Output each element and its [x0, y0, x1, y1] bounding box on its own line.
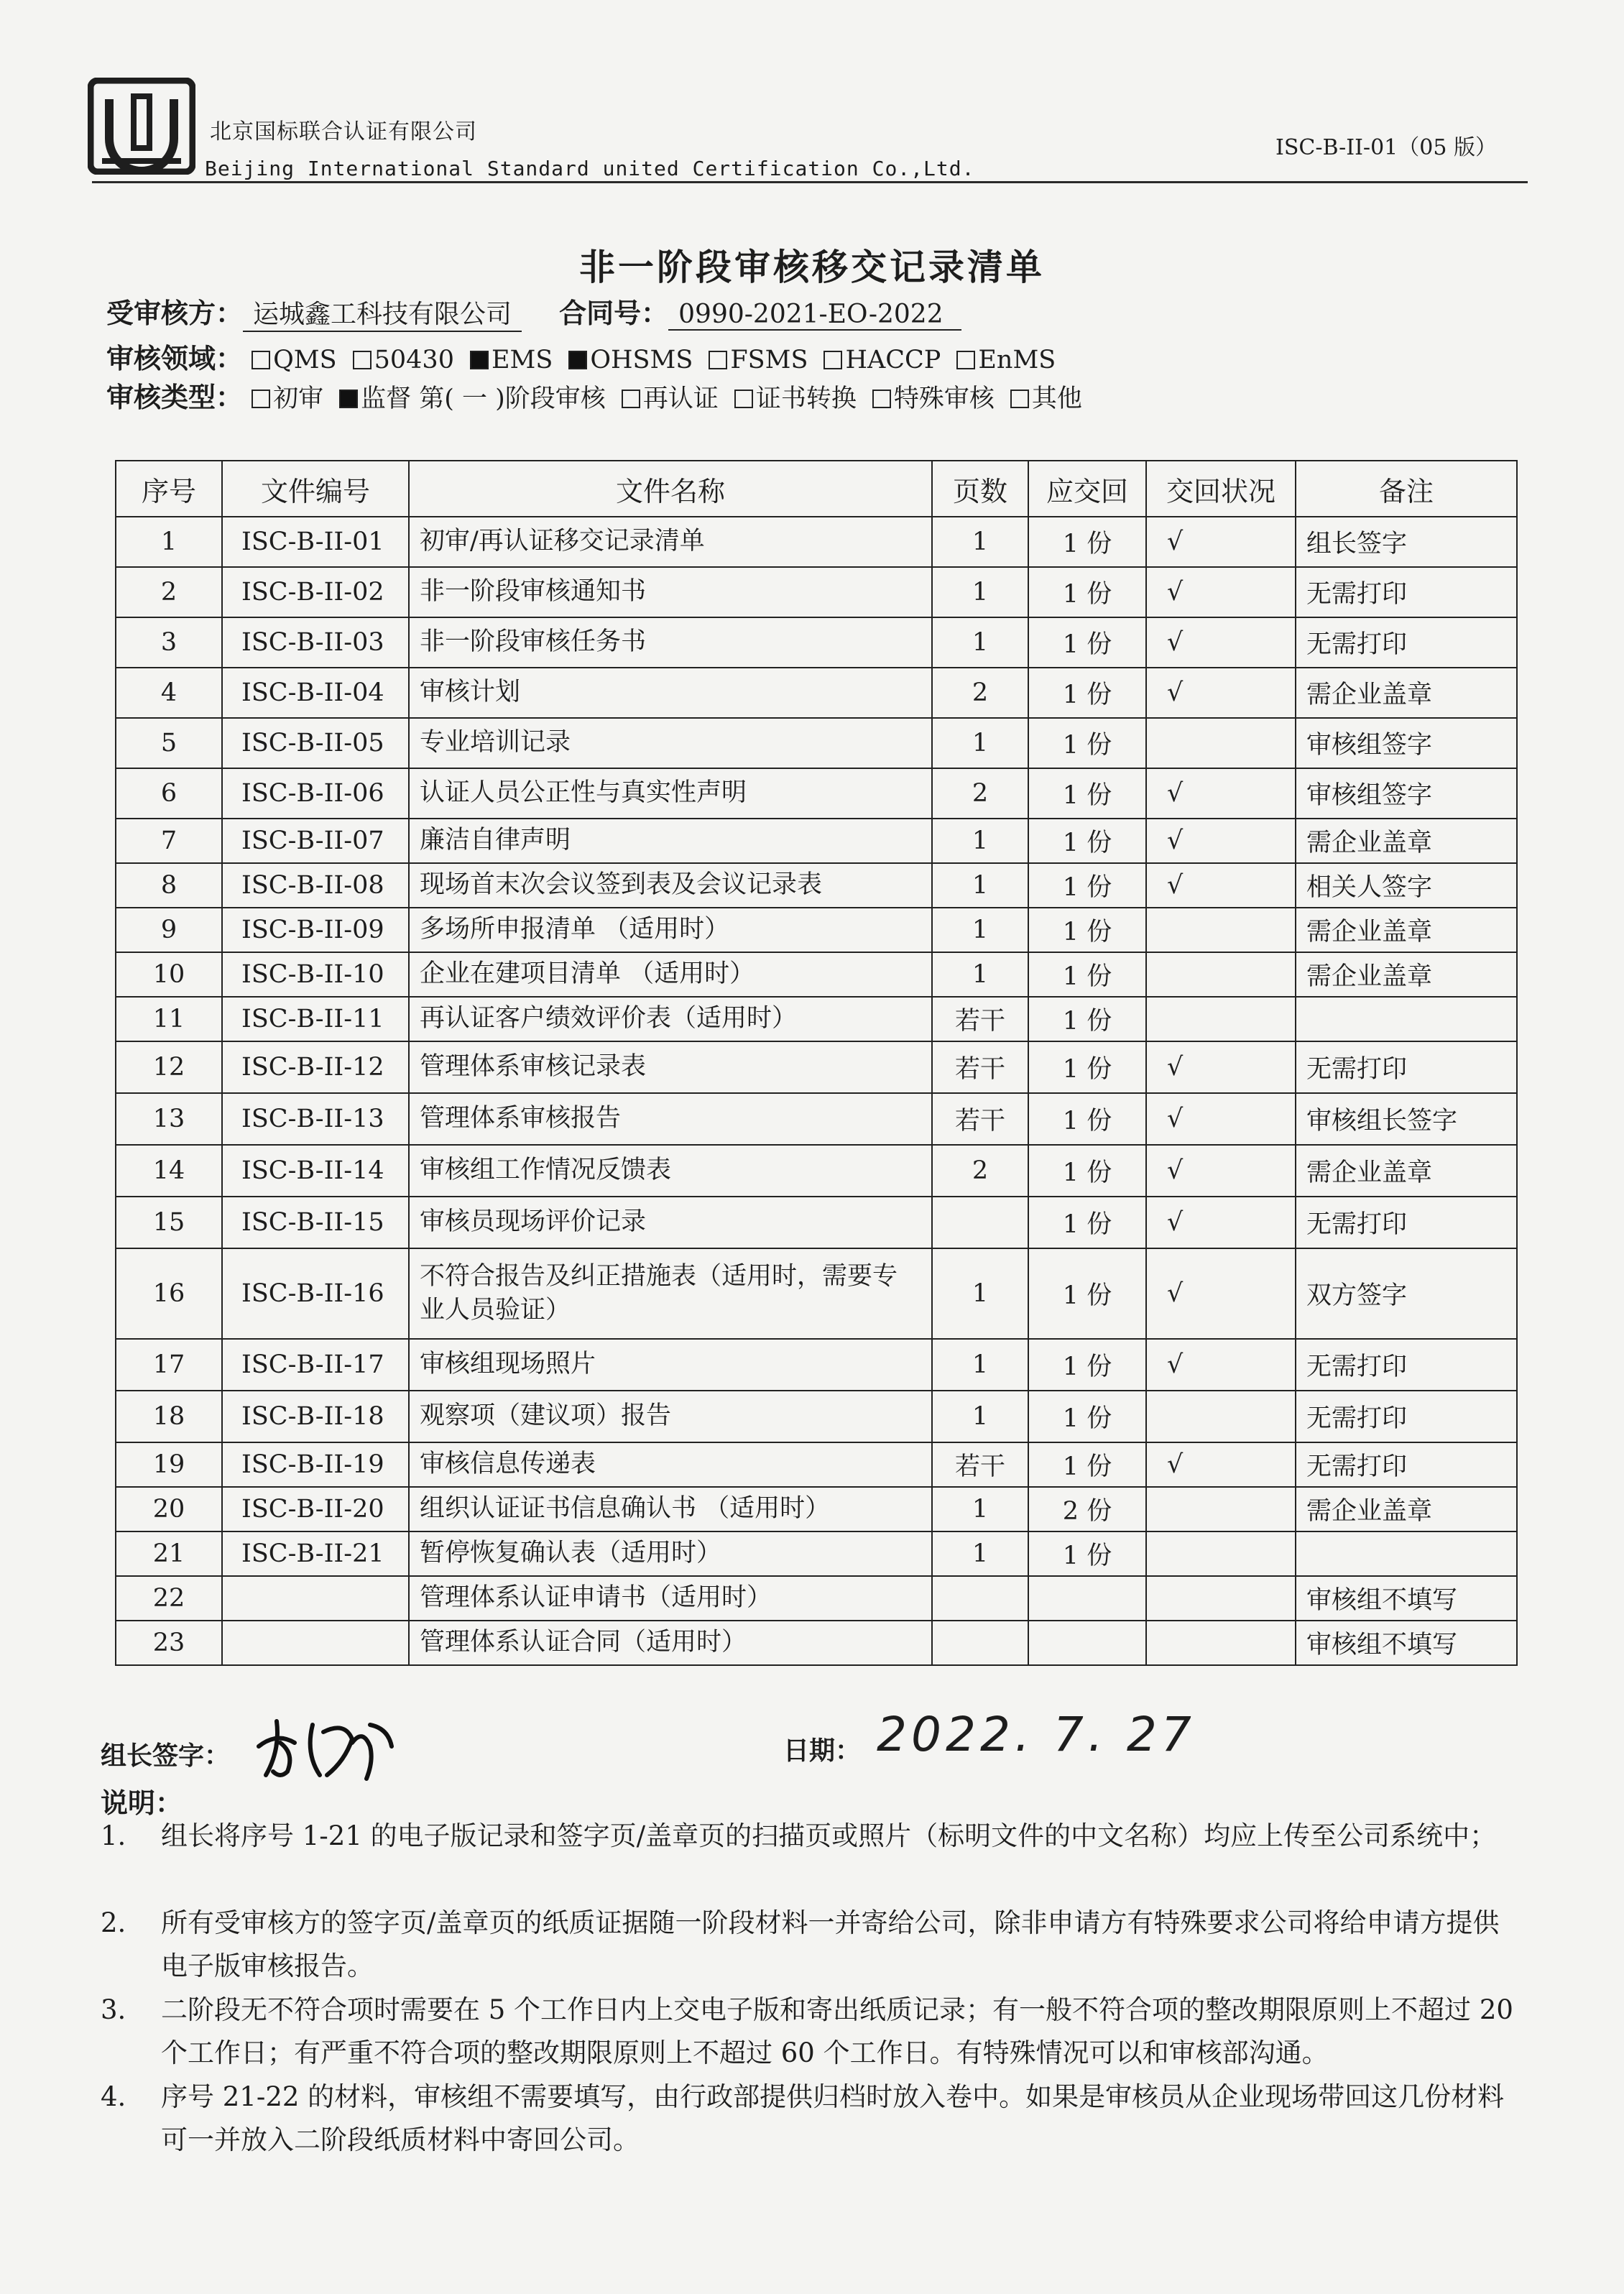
due-cell: 1 份 [1028, 567, 1146, 617]
doc-code-cell [222, 1621, 409, 1665]
audit-type-option-label: 初审 [273, 384, 324, 413]
seq-cell: 10 [116, 952, 222, 997]
doc-name-cell: 管理体系审核记录表 [409, 1041, 932, 1093]
return-status-cell: √ [1146, 819, 1296, 863]
due-cell: 1 份 [1028, 768, 1146, 819]
page-title: 非一阶段审核移交记录清单 [579, 246, 1045, 288]
table-row [116, 517, 1517, 567]
doc-code-cell: ISC-B-II-03 [222, 617, 409, 668]
remarks-cell: 需企业盖章 [1296, 908, 1517, 952]
doc-name-cell: 审核组现场照片 [409, 1339, 932, 1391]
pages-cell: 若干 [932, 1041, 1028, 1093]
client-label: 受审核方： [106, 297, 244, 329]
doc-name-cell: 暂停恢复确认表（适用时） [409, 1531, 932, 1576]
table-row [116, 1145, 1517, 1197]
contract-label: 合同号： [559, 297, 669, 329]
audit-field-label: 审核领域： [106, 342, 244, 374]
remarks-cell: 需企业盖章 [1296, 952, 1517, 997]
pages-cell: 2 [932, 768, 1028, 819]
seq-cell: 9 [116, 908, 222, 952]
return-status-cell: √ [1146, 1093, 1296, 1145]
audit-type-label: 审核类型： [106, 381, 244, 413]
checked-box-icon[interactable] [339, 390, 358, 408]
return-status-cell: √ [1146, 1442, 1296, 1487]
audit-field-option-label: EnMS [978, 346, 1056, 374]
audit-field-line [106, 336, 1071, 376]
return-status-cell [1146, 908, 1296, 952]
doc-code-cell: ISC-B-II-13 [222, 1093, 409, 1145]
doc-code-cell: ISC-B-II-19 [222, 1442, 409, 1487]
table-row [116, 997, 1517, 1041]
remarks-cell: 无需打印 [1296, 567, 1517, 617]
audit-type-line [106, 375, 1098, 415]
pages-cell: 1 [932, 1248, 1028, 1339]
doc-name-cell: 企业在建项目清单 （适用时） [409, 952, 932, 997]
due-cell: 1 份 [1028, 517, 1146, 567]
doc-name-cell: 管理体系审核报告 [409, 1093, 932, 1145]
return-status-cell [1146, 1487, 1296, 1531]
unchecked-box-icon[interactable] [353, 351, 372, 369]
remarks-cell: 无需打印 [1296, 1197, 1517, 1248]
doc-name-cell: 非一阶段审核任务书 [409, 617, 932, 668]
remarks-cell: 审核组不填写 [1296, 1621, 1517, 1665]
audit-type-option[interactable] [339, 384, 606, 413]
due-cell: 1 份 [1028, 863, 1146, 908]
return-status-cell: √ [1146, 1041, 1296, 1093]
pages-cell: 1 [932, 863, 1028, 908]
pages-cell: 1 [932, 517, 1028, 567]
table-row [116, 1531, 1517, 1576]
unchecked-box-icon[interactable] [734, 390, 753, 408]
handover-record-table [115, 460, 1518, 1666]
table-row [116, 768, 1517, 819]
audit-field-option-label: FSMS [730, 346, 808, 374]
client-line [106, 291, 961, 332]
doc-name-cell: 审核计划 [409, 668, 932, 718]
date-label: 日期： [783, 1736, 862, 1766]
seq-cell: 16 [116, 1248, 222, 1339]
remarks-cell: 需企业盖章 [1296, 819, 1517, 863]
table-row [116, 1442, 1517, 1487]
due-cell: 1 份 [1028, 1197, 1146, 1248]
col-pages-header: 页数 [932, 461, 1028, 517]
contract-value: 0990-2021-EO-2022 [668, 300, 961, 331]
pages-cell: 1 [932, 1339, 1028, 1391]
table-body [116, 517, 1517, 1665]
due-cell: 1 份 [1028, 1391, 1146, 1442]
doc-name-cell: 组织认证证书信息确认书 （适用时） [409, 1487, 932, 1531]
table-row [116, 617, 1517, 668]
seq-cell: 17 [116, 1339, 222, 1391]
remarks-cell: 审核组签字 [1296, 768, 1517, 819]
table-row [116, 819, 1517, 863]
remarks-cell [1296, 997, 1517, 1041]
audit-type-option-label: 监督 第( 一 )阶段审核 [361, 384, 606, 413]
table-row [116, 1391, 1517, 1442]
audit-field-option-label: HACCP [845, 346, 941, 374]
return-status-cell [1146, 1621, 1296, 1665]
audit-type-option-label: 特殊审核 [893, 384, 995, 413]
pages-cell: 1 [932, 567, 1028, 617]
seq-cell: 14 [116, 1145, 222, 1197]
doc-code-cell: ISC-B-II-05 [222, 718, 409, 768]
remarks-cell: 需企业盖章 [1296, 668, 1517, 718]
pages-cell: 2 [932, 668, 1028, 718]
audit-field-option[interactable] [470, 346, 553, 374]
company-name-cn: 北京国标联合认证有限公司 [210, 119, 477, 144]
remarks-cell: 需企业盖章 [1296, 1145, 1517, 1197]
col-doc-code-header: 文件编号 [222, 461, 409, 517]
due-cell: 1 份 [1028, 997, 1146, 1041]
note-4: 4. 序号 21-22 的材料，审核组不需要填写，由行政部提供归档时放入卷中。如果是审核员从企业现场带回这几份材料可一并放入二阶段纸质材料中寄回公司。 [101, 2081, 1505, 2155]
remarks-cell: 双方签字 [1296, 1248, 1517, 1339]
pages-cell: 若干 [932, 1093, 1028, 1145]
audit-type-option-label: 证书转换 [755, 384, 857, 413]
due-cell: 1 份 [1028, 1145, 1146, 1197]
doc-name-cell: 管理体系认证合同（适用时） [409, 1621, 932, 1665]
client-value: 运城鑫工科技有限公司 [243, 294, 522, 332]
due-cell: 1 份 [1028, 617, 1146, 668]
company-logo [88, 78, 195, 175]
unchecked-box-icon[interactable] [622, 390, 640, 408]
note-3: 3. 二阶段无不符合项时需要在 5 个工作日内上交电子版和寄出纸质记录；有一般不符合项的整改期限原则上不超过 20 个工作日；有严重不符合项的整改期限原则上不超过 60 个工作日。有特殊情况可以和审核部沟通。 [101, 1994, 1513, 2068]
table-row [116, 567, 1517, 617]
remarks-cell: 无需打印 [1296, 1339, 1517, 1391]
seq-cell: 3 [116, 617, 222, 668]
return-status-cell: √ [1146, 1248, 1296, 1339]
audit-field-option[interactable] [956, 346, 1056, 374]
due-cell: 1 份 [1028, 1093, 1146, 1145]
table-row [116, 1487, 1517, 1531]
doc-name-cell: 现场首末次会议签到表及会议记录表 [409, 863, 932, 908]
doc-name-cell: 审核员现场评价记录 [409, 1197, 932, 1248]
table-row [116, 1041, 1517, 1093]
audit-type-option-label: 再认证 [642, 384, 719, 413]
table-row [116, 1197, 1517, 1248]
pages-cell: 1 [932, 1391, 1028, 1442]
audit-type-option[interactable] [872, 384, 995, 413]
return-status-cell: √ [1146, 863, 1296, 908]
table-row [116, 1621, 1517, 1665]
audit-field-option[interactable] [823, 346, 941, 374]
seq-cell: 22 [116, 1576, 222, 1621]
pages-cell: 2 [932, 1145, 1028, 1197]
pages-cell: 1 [932, 617, 1028, 668]
table-row [116, 1576, 1517, 1621]
return-status-cell: √ [1146, 1197, 1296, 1248]
doc-code-cell: ISC-B-II-18 [222, 1391, 409, 1442]
pages-cell: 1 [932, 1531, 1028, 1576]
return-status-cell [1146, 952, 1296, 997]
doc-code-cell: ISC-B-II-06 [222, 768, 409, 819]
doc-code-cell: ISC-B-II-08 [222, 863, 409, 908]
leader-signature [244, 1703, 410, 1789]
doc-name-cell: 初审/再认证移交记录清单 [409, 517, 932, 567]
audit-type-option-label: 其他 [1031, 384, 1082, 413]
audit-type-option[interactable] [622, 384, 719, 413]
unchecked-box-icon[interactable] [1010, 390, 1029, 408]
seq-cell: 15 [116, 1197, 222, 1248]
table-row [116, 1339, 1517, 1391]
remarks-cell: 相关人签字 [1296, 863, 1517, 908]
seq-cell: 20 [116, 1487, 222, 1531]
seq-cell: 18 [116, 1391, 222, 1442]
seq-cell: 19 [116, 1442, 222, 1487]
checked-box-icon[interactable] [568, 351, 587, 369]
doc-name-cell: 审核信息传递表 [409, 1442, 932, 1487]
audit-field-option-label: 50430 [374, 346, 454, 374]
doc-code-cell: ISC-B-II-17 [222, 1339, 409, 1391]
company-name-en: Beijing International Standard united Certification Co.,Ltd. [205, 157, 975, 180]
due-cell: 1 份 [1028, 1248, 1146, 1339]
audit-field-option[interactable] [252, 346, 337, 374]
doc-code-cell: ISC-B-II-16 [222, 1248, 409, 1339]
return-status-cell: √ [1146, 617, 1296, 668]
note-2: 2. 所有受审核方的签字页/盖章页的纸质证据随一阶段材料一并寄给公司，除非申请方有特殊要求公司将给申请方提供电子版审核报告。 [101, 1907, 1500, 1981]
audit-field-option-label: EMS [491, 346, 553, 374]
pages-cell [932, 1576, 1028, 1621]
doc-code-cell: ISC-B-II-12 [222, 1041, 409, 1093]
doc-name-cell: 管理体系认证申请书（适用时） [409, 1576, 932, 1621]
seq-cell: 8 [116, 863, 222, 908]
seq-cell: 11 [116, 997, 222, 1041]
checked-box-icon[interactable] [470, 351, 489, 369]
doc-code-cell: ISC-B-II-10 [222, 952, 409, 997]
date-value: 2022. 7. 27 [877, 1707, 1196, 1762]
pages-cell: 1 [932, 952, 1028, 997]
doc-name-cell: 再认证客户绩效评价表（适用时） [409, 997, 932, 1041]
return-status-cell: √ [1146, 668, 1296, 718]
return-status-cell: √ [1146, 1145, 1296, 1197]
table-header-row [116, 461, 1517, 517]
return-status-cell [1146, 718, 1296, 768]
table-row [116, 718, 1517, 768]
unchecked-box-icon[interactable] [872, 390, 891, 408]
doc-code-cell: ISC-B-II-21 [222, 1531, 409, 1576]
unchecked-box-icon[interactable] [709, 351, 727, 369]
seq-cell: 23 [116, 1621, 222, 1665]
remarks-cell: 无需打印 [1296, 1041, 1517, 1093]
doc-code-cell: ISC-B-II-11 [222, 997, 409, 1041]
audit-type-options [252, 382, 1098, 413]
unchecked-box-icon[interactable] [252, 390, 270, 408]
pages-cell: 1 [932, 718, 1028, 768]
doc-code-cell: ISC-B-II-02 [222, 567, 409, 617]
return-status-cell [1146, 1391, 1296, 1442]
due-cell: 1 份 [1028, 1339, 1146, 1391]
due-cell: 1 份 [1028, 819, 1146, 863]
due-cell [1028, 1576, 1146, 1621]
return-status-cell [1146, 1576, 1296, 1621]
doc-name-cell: 审核组工作情况反馈表 [409, 1145, 932, 1197]
pages-cell: 若干 [932, 1442, 1028, 1487]
table-row [116, 668, 1517, 718]
audit-field-option[interactable] [353, 346, 454, 374]
seq-cell: 7 [116, 819, 222, 863]
due-cell: 1 份 [1028, 952, 1146, 997]
seq-cell: 2 [116, 567, 222, 617]
col-remarks-header: 备注 [1296, 461, 1517, 517]
remarks-cell: 无需打印 [1296, 1391, 1517, 1442]
doc-name-cell: 观察项（建议项）报告 [409, 1391, 932, 1442]
doc-name-cell: 多场所申报清单 （适用时） [409, 908, 932, 952]
audit-field-options [252, 343, 1071, 374]
doc-code-cell [222, 1576, 409, 1621]
unchecked-box-icon[interactable] [956, 351, 975, 369]
pages-cell [932, 1197, 1028, 1248]
seq-cell: 13 [116, 1093, 222, 1145]
doc-name-cell: 不符合报告及纠正措施表（适用时，需要专业人员验证） [409, 1248, 932, 1339]
remarks-cell: 审核组签字 [1296, 718, 1517, 768]
doc-code-cell: ISC-B-II-09 [222, 908, 409, 952]
table-row [116, 1093, 1517, 1145]
doc-name-cell: 廉洁自律声明 [409, 819, 932, 863]
pages-cell: 若干 [932, 997, 1028, 1041]
table-row [116, 1248, 1517, 1339]
table-row [116, 908, 1517, 952]
seq-cell: 6 [116, 768, 222, 819]
due-cell [1028, 1621, 1146, 1665]
due-cell: 1 份 [1028, 718, 1146, 768]
doc-name-cell: 认证人员公正性与真实性声明 [409, 768, 932, 819]
remarks-cell: 无需打印 [1296, 617, 1517, 668]
pages-cell: 1 [932, 1487, 1028, 1531]
seq-cell: 12 [116, 1041, 222, 1093]
doc-name-cell: 专业培训记录 [409, 718, 932, 768]
notes-label: 说明： [101, 1787, 183, 1819]
remarks-cell: 组长签字 [1296, 517, 1517, 567]
seq-cell: 21 [116, 1531, 222, 1576]
unchecked-box-icon[interactable] [252, 351, 270, 369]
audit-field-option[interactable] [568, 346, 693, 374]
seq-cell: 1 [116, 517, 222, 567]
col-due-header: 应交回 [1028, 461, 1146, 517]
document-code: ISC-B-II-01（05 版） [1275, 135, 1497, 160]
audit-type-option[interactable] [734, 384, 857, 413]
leader-signature-label: 组长签字： [101, 1741, 231, 1771]
doc-name-cell: 非一阶段审核通知书 [409, 567, 932, 617]
due-cell: 1 份 [1028, 668, 1146, 718]
doc-code-cell: ISC-B-II-04 [222, 668, 409, 718]
return-status-cell [1146, 997, 1296, 1041]
due-cell: 1 份 [1028, 1442, 1146, 1487]
pages-cell [932, 1621, 1028, 1665]
doc-code-cell: ISC-B-II-15 [222, 1197, 409, 1248]
remarks-cell: 无需打印 [1296, 1442, 1517, 1487]
col-seq-header: 序号 [116, 461, 222, 517]
unchecked-box-icon[interactable] [823, 351, 842, 369]
due-cell: 1 份 [1028, 908, 1146, 952]
seq-cell: 5 [116, 718, 222, 768]
remarks-cell: 需企业盖章 [1296, 1487, 1517, 1531]
audit-field-option-label: OHSMS [590, 346, 693, 374]
return-status-cell: √ [1146, 1339, 1296, 1391]
audit-type-option[interactable] [252, 384, 323, 413]
col-return-status-header: 交回状况 [1146, 461, 1296, 517]
doc-code-cell: ISC-B-II-01 [222, 517, 409, 567]
return-status-cell: √ [1146, 768, 1296, 819]
header-divider [92, 181, 1528, 183]
remarks-cell [1296, 1531, 1517, 1576]
remarks-cell: 审核组长签字 [1296, 1093, 1517, 1145]
return-status-cell: √ [1146, 567, 1296, 617]
return-status-cell [1146, 1531, 1296, 1576]
due-cell: 2 份 [1028, 1487, 1146, 1531]
pages-cell: 1 [932, 819, 1028, 863]
audit-field-option[interactable] [709, 346, 808, 374]
doc-code-cell: ISC-B-II-07 [222, 819, 409, 863]
remarks-cell: 审核组不填写 [1296, 1576, 1517, 1621]
due-cell: 1 份 [1028, 1531, 1146, 1576]
table-row [116, 952, 1517, 997]
seq-cell: 4 [116, 668, 222, 718]
doc-code-cell: ISC-B-II-14 [222, 1145, 409, 1197]
col-doc-name-header: 文件名称 [409, 461, 932, 517]
audit-type-option[interactable] [1010, 384, 1082, 413]
return-status-cell: √ [1146, 517, 1296, 567]
table-row [116, 863, 1517, 908]
note-1: 1. 组长将序号 1-21 的电子版记录和签字页/盖章页的扫描页或照片（标明文件的中文名称）均应上传至公司系统中； [101, 1820, 1497, 1851]
doc-code-cell: ISC-B-II-20 [222, 1487, 409, 1531]
audit-field-option-label: QMS [273, 346, 337, 374]
pages-cell: 1 [932, 908, 1028, 952]
due-cell: 1 份 [1028, 1041, 1146, 1093]
